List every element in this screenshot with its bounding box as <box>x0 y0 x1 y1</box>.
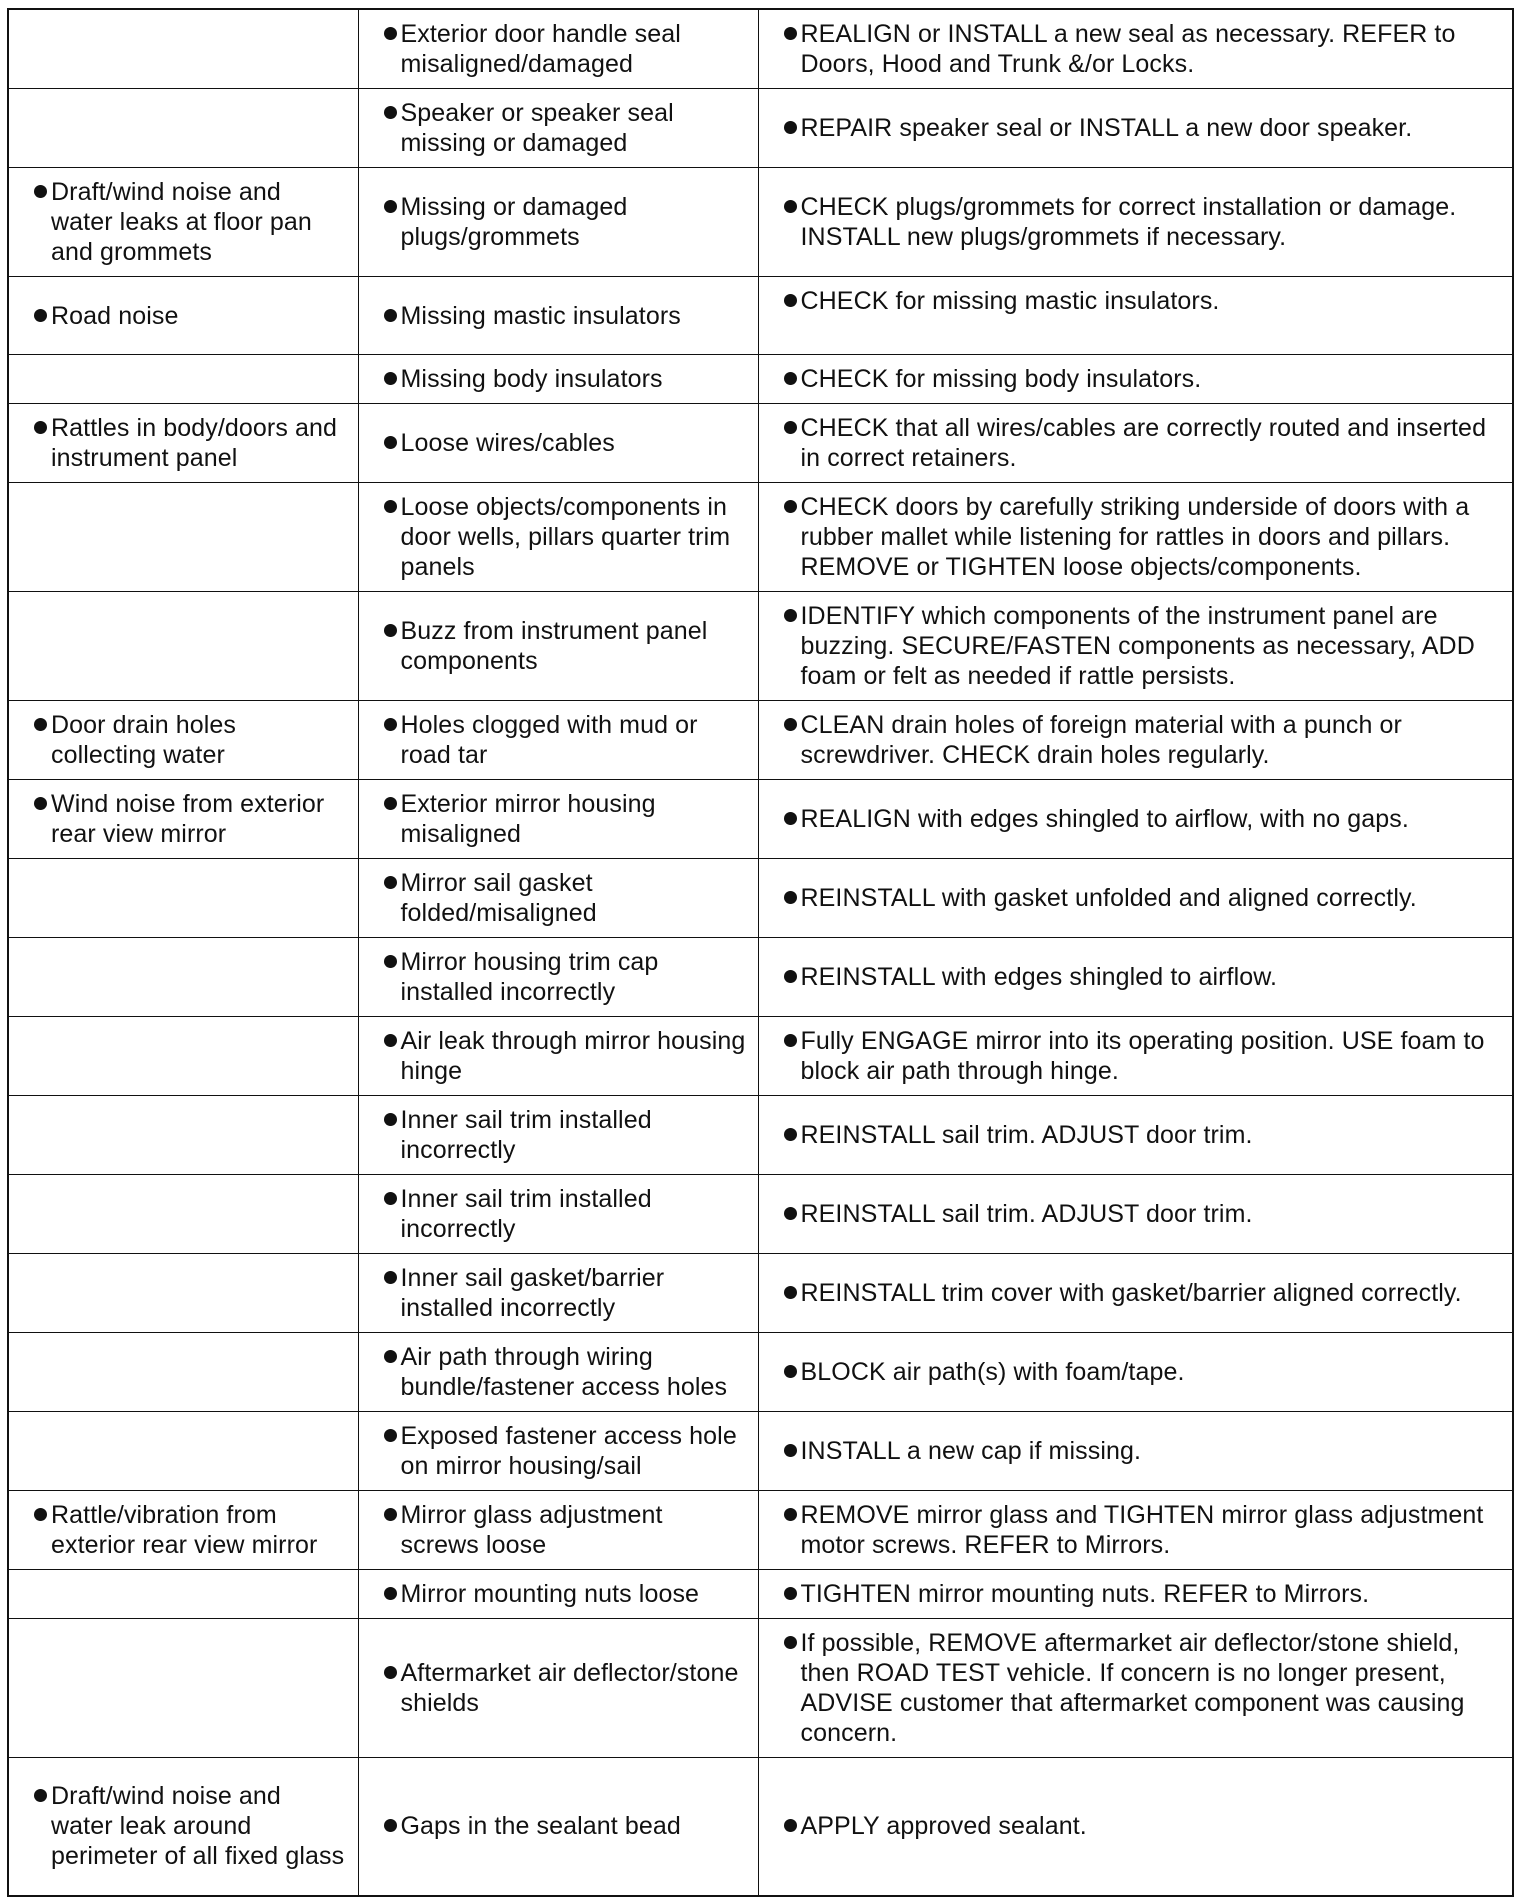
bullet-item <box>17 1781 348 1871</box>
concern-cell <box>8 277 358 355</box>
bullet-icon <box>767 883 801 904</box>
table-row <box>8 168 1513 277</box>
action-cell <box>758 1758 1513 1896</box>
bullet-item <box>367 789 748 849</box>
table-row <box>8 859 1513 938</box>
cause-text: Exterior mirror housing misaligned <box>400 790 656 848</box>
cause-cell <box>358 592 758 701</box>
bullet-item <box>767 1628 1503 1748</box>
cause-cell <box>358 483 758 592</box>
bullet-item <box>367 1105 748 1165</box>
cause-cell <box>358 404 758 483</box>
bullet-item <box>767 710 1503 770</box>
bullet-icon <box>767 1026 801 1047</box>
concern-text: Draft/wind noise and water leaks at floor pan and grommets <box>51 178 312 266</box>
bullet-icon <box>767 1199 801 1220</box>
action-cell <box>758 1412 1513 1491</box>
bullet-icon <box>767 962 801 983</box>
action-text: Fully ENGAGE mirror into its operating position. USE foam to block air path through hinge. <box>800 1027 1485 1085</box>
cause-text: Aftermarket air deflector/stone shields <box>400 1659 739 1717</box>
bullet-icon <box>17 301 51 322</box>
cause-text: Mirror mounting nuts loose <box>400 1580 700 1608</box>
bullet-icon <box>767 601 801 622</box>
table-row <box>8 780 1513 859</box>
bullet-item <box>767 1357 1503 1387</box>
bullet-icon <box>367 616 401 637</box>
bullet-icon <box>17 789 51 810</box>
concern-text: Door drain holes collecting water <box>51 711 237 769</box>
cause-text: Exterior door handle seal misaligned/damaged <box>400 20 681 78</box>
action-text: TIGHTEN mirror mounting nuts. REFER to Mirrors. <box>800 1580 1370 1608</box>
bullet-item <box>767 1436 1503 1466</box>
cause-cell <box>358 938 758 1017</box>
bullet-item <box>367 1184 748 1244</box>
cause-cell <box>358 859 758 938</box>
bullet-icon <box>767 710 801 731</box>
bullet-icon <box>17 1500 51 1521</box>
bullet-item <box>767 19 1503 79</box>
bullet-item <box>17 301 348 331</box>
action-text: REINSTALL with edges shingled to airflow. <box>800 963 1278 991</box>
bullet-icon <box>767 19 801 40</box>
bullet-icon <box>767 364 801 385</box>
bullet-item <box>767 286 1503 316</box>
cause-cell <box>358 1758 758 1896</box>
action-text: REMOVE mirror glass and TIGHTEN mirror glass adjustment motor screws. REFER to Mirrors. <box>800 1501 1484 1559</box>
action-text: IDENTIFY which components of the instrument panel are buzzing. SECURE/FASTEN components as necessary, ADD foam or felt as needed if rattle persists. <box>800 602 1475 690</box>
cause-cell <box>358 1096 758 1175</box>
concern-cell <box>8 1017 358 1096</box>
action-cell <box>758 9 1513 89</box>
diagnosis-table <box>7 8 1514 1897</box>
bullet-icon <box>367 301 401 322</box>
cause-cell <box>358 9 758 89</box>
bullet-icon <box>367 789 401 810</box>
table-row <box>8 1333 1513 1412</box>
concern-cell <box>8 1570 358 1619</box>
bullet-icon <box>17 1781 51 1802</box>
bullet-icon <box>367 98 401 119</box>
cause-cell <box>358 1017 758 1096</box>
bullet-icon <box>767 1500 801 1521</box>
bullet-icon <box>367 868 401 889</box>
action-text: If possible, REMOVE aftermarket air deflector/stone shield, then ROAD TEST vehicle. If concern is no longer present, ADVISE customer that aftermarket component was causing concern. <box>800 1629 1465 1747</box>
cause-cell <box>358 89 758 168</box>
action-cell <box>758 1491 1513 1570</box>
action-text: REINSTALL sail trim. ADJUST door trim. <box>800 1200 1253 1228</box>
bullet-item <box>767 413 1503 473</box>
bullet-icon <box>367 1184 401 1205</box>
bullet-item <box>767 883 1503 913</box>
bullet-icon <box>367 19 401 40</box>
bullet-item <box>767 1278 1503 1308</box>
table-row <box>8 1175 1513 1254</box>
bullet-icon <box>767 804 801 825</box>
cause-text: Air path through wiring bundle/fastener access holes <box>400 1343 728 1401</box>
action-text: CHECK plugs/grommets for correct installation or damage. INSTALL new plugs/grommets if necessary. <box>800 193 1457 251</box>
cause-cell <box>358 355 758 404</box>
action-cell <box>758 938 1513 1017</box>
bullet-item <box>367 1500 748 1560</box>
table-row <box>8 1096 1513 1175</box>
bullet-item <box>367 1342 748 1402</box>
concern-cell <box>8 780 358 859</box>
table-row <box>8 938 1513 1017</box>
bullet-item <box>767 601 1503 691</box>
bullet-item <box>767 364 1503 394</box>
cause-cell <box>358 277 758 355</box>
action-cell <box>758 1175 1513 1254</box>
bullet-item <box>17 1500 348 1560</box>
bullet-item <box>367 364 748 394</box>
cause-text: Loose wires/cables <box>400 429 615 457</box>
concern-cell <box>8 483 358 592</box>
table-row <box>8 592 1513 701</box>
bullet-item <box>767 113 1503 143</box>
concern-cell <box>8 1758 358 1896</box>
bullet-item <box>367 98 748 158</box>
action-text: REALIGN or INSTALL a new seal as necessary. REFER to Doors, Hood and Trunk &/or Locks. <box>800 20 1456 78</box>
bullet-icon <box>367 1658 401 1679</box>
action-text: REALIGN with edges shingled to airflow, with no gaps. <box>800 805 1409 833</box>
concern-cell <box>8 1254 358 1333</box>
cause-cell <box>358 1254 758 1333</box>
table-row <box>8 1758 1513 1896</box>
bullet-item <box>367 868 748 928</box>
bullet-icon <box>767 1579 801 1600</box>
action-text: REINSTALL sail trim. ADJUST door trim. <box>800 1121 1253 1149</box>
bullet-item <box>767 1500 1503 1560</box>
bullet-item <box>367 947 748 1007</box>
action-text: CHECK for missing mastic insulators. <box>800 287 1220 315</box>
bullet-item <box>767 962 1503 992</box>
action-cell <box>758 1619 1513 1758</box>
bullet-item <box>767 1120 1503 1150</box>
bullet-item <box>767 1199 1503 1229</box>
concern-text: Wind noise from exterior rear view mirror <box>51 790 325 848</box>
bullet-icon <box>367 947 401 968</box>
cause-text: Inner sail gasket/barrier installed incorrectly <box>400 1264 665 1322</box>
concern-cell <box>8 1333 358 1412</box>
concern-text: Rattles in body/doors and instrument panel <box>51 414 338 472</box>
cause-cell <box>358 1570 758 1619</box>
concern-text: Draft/wind noise and water leak around perimeter of all fixed glass <box>51 1782 345 1871</box>
cause-text: Mirror glass adjustment screws loose <box>400 1501 663 1559</box>
bullet-item <box>367 616 748 676</box>
bullet-item <box>367 1263 748 1323</box>
cause-text: Exposed fastener access hole on mirror housing/sail <box>400 1422 737 1480</box>
action-cell <box>758 355 1513 404</box>
bullet-item <box>17 710 348 770</box>
concern-cell <box>8 1491 358 1570</box>
concern-cell <box>8 1619 358 1758</box>
action-text: CLEAN drain holes of foreign material with a punch or screwdriver. CHECK drain holes regularly. <box>800 711 1402 769</box>
concern-cell <box>8 9 358 89</box>
action-cell <box>758 168 1513 277</box>
cause-cell <box>358 1333 758 1412</box>
table-row <box>8 355 1513 404</box>
bullet-icon <box>367 492 401 513</box>
action-cell <box>758 277 1513 355</box>
cause-text: Missing or damaged plugs/grommets <box>400 193 628 251</box>
cause-cell <box>358 1412 758 1491</box>
bullet-item <box>767 1026 1503 1086</box>
cause-cell <box>358 168 758 277</box>
cause-text: Mirror housing trim cap installed incorrectly <box>400 948 659 1006</box>
concern-cell <box>8 1096 358 1175</box>
action-text: CHECK that all wires/cables are correctly routed and inserted in correct retainers. <box>800 414 1487 472</box>
bullet-icon <box>767 1357 801 1378</box>
concern-cell <box>8 859 358 938</box>
cause-cell <box>358 701 758 780</box>
cause-text: Loose objects/components in door wells, pillars quarter trim panels <box>400 493 731 581</box>
action-text: CHECK doors by carefully striking underside of doors with a rubber mallet while listening for rattles in doors and pillars. REMOVE or TIGHTEN loose objects/components. <box>800 493 1470 581</box>
action-cell <box>758 483 1513 592</box>
bullet-icon <box>767 286 801 307</box>
cause-text: Inner sail trim installed incorrectly <box>400 1185 652 1243</box>
bullet-icon <box>17 413 51 434</box>
action-cell <box>758 1017 1513 1096</box>
bullet-item <box>767 192 1503 252</box>
concern-cell <box>8 592 358 701</box>
bullet-icon <box>767 1120 801 1141</box>
action-text: BLOCK air path(s) with foam/tape. <box>800 1358 1185 1386</box>
bullet-icon <box>367 1811 401 1832</box>
action-cell <box>758 1254 1513 1333</box>
bullet-icon <box>767 113 801 134</box>
action-text: REINSTALL with gasket unfolded and aligned correctly. <box>800 884 1417 912</box>
bullet-icon <box>767 1436 801 1457</box>
bullet-icon <box>367 1026 401 1047</box>
action-cell <box>758 1333 1513 1412</box>
table-row <box>8 89 1513 168</box>
action-cell <box>758 701 1513 780</box>
cause-text: Holes clogged with mud or road tar <box>400 711 698 769</box>
action-cell <box>758 89 1513 168</box>
bullet-icon <box>767 192 801 213</box>
bullet-item <box>367 710 748 770</box>
bullet-item <box>367 1421 748 1481</box>
cause-text: Air leak through mirror housing hinge <box>400 1027 746 1085</box>
bullet-item <box>367 19 748 79</box>
action-cell <box>758 780 1513 859</box>
bullet-icon <box>767 413 801 434</box>
action-cell <box>758 592 1513 701</box>
table-row <box>8 9 1513 89</box>
action-text: REINSTALL trim cover with gasket/barrier aligned correctly. <box>800 1279 1462 1307</box>
bullet-icon <box>367 364 401 385</box>
table-row <box>8 701 1513 780</box>
bullet-icon <box>367 1421 401 1442</box>
concern-cell <box>8 168 358 277</box>
bullet-item <box>17 177 348 267</box>
bullet-item <box>767 492 1503 582</box>
bullet-icon <box>17 177 51 198</box>
cause-text: Buzz from instrument panel components <box>400 617 708 675</box>
bullet-item <box>367 1658 748 1718</box>
bullet-icon <box>367 710 401 731</box>
concern-cell <box>8 938 358 1017</box>
table-row <box>8 1570 1513 1619</box>
concern-cell <box>8 89 358 168</box>
bullet-icon <box>17 710 51 731</box>
cause-cell <box>358 780 758 859</box>
bullet-icon <box>367 1500 401 1521</box>
table-row <box>8 1412 1513 1491</box>
diagnosis-table-body <box>8 9 1513 1896</box>
action-text: INSTALL a new cap if missing. <box>800 1437 1142 1465</box>
cause-cell <box>358 1175 758 1254</box>
cause-text: Missing body insulators <box>400 365 663 393</box>
table-row <box>8 483 1513 592</box>
bullet-item <box>367 1811 748 1841</box>
concern-cell <box>8 1412 358 1491</box>
bullet-icon <box>367 1105 401 1126</box>
bullet-icon <box>767 492 801 513</box>
bullet-item <box>367 301 748 331</box>
bullet-icon <box>367 1342 401 1363</box>
cause-text: Mirror sail gasket folded/misaligned <box>400 869 597 927</box>
table-row <box>8 1017 1513 1096</box>
bullet-icon <box>767 1278 801 1299</box>
concern-cell <box>8 404 358 483</box>
bullet-icon <box>367 1263 401 1284</box>
action-cell <box>758 404 1513 483</box>
action-cell <box>758 859 1513 938</box>
bullet-icon <box>367 428 401 449</box>
action-text: REPAIR speaker seal or INSTALL a new door speaker. <box>800 114 1413 142</box>
bullet-item <box>767 804 1503 834</box>
cause-text: Gaps in the sealant bead <box>400 1812 681 1841</box>
action-cell <box>758 1096 1513 1175</box>
bullet-icon <box>367 1579 401 1600</box>
cause-cell <box>358 1491 758 1570</box>
bullet-item <box>767 1811 1503 1841</box>
table-row <box>8 1491 1513 1570</box>
bullet-item <box>17 413 348 473</box>
bullet-icon <box>767 1628 801 1649</box>
table-row <box>8 1254 1513 1333</box>
action-cell <box>758 1570 1513 1619</box>
concern-cell <box>8 701 358 780</box>
bullet-item <box>367 1026 748 1086</box>
bullet-item <box>767 1579 1503 1609</box>
bullet-item <box>367 428 748 458</box>
table-row <box>8 1619 1513 1758</box>
concern-cell <box>8 1175 358 1254</box>
concern-text: Road noise <box>51 301 179 330</box>
bullet-icon <box>367 192 401 213</box>
action-text: CHECK for missing body insulators. <box>800 365 1202 393</box>
table-row <box>8 277 1513 355</box>
concern-cell <box>8 355 358 404</box>
cause-cell <box>358 1619 758 1758</box>
bullet-item <box>17 789 348 849</box>
bullet-item <box>367 492 748 582</box>
concern-text: Rattle/vibration from exterior rear view mirror <box>51 1501 318 1559</box>
cause-text: Speaker or speaker seal missing or damaged <box>400 99 674 157</box>
cause-text: Missing mastic insulators <box>400 301 681 330</box>
action-text: APPLY approved sealant. <box>800 1812 1087 1841</box>
cause-text: Inner sail trim installed incorrectly <box>400 1106 652 1164</box>
bullet-icon <box>767 1811 801 1832</box>
bullet-item <box>367 192 748 252</box>
table-row <box>8 404 1513 483</box>
bullet-item <box>367 1579 748 1609</box>
